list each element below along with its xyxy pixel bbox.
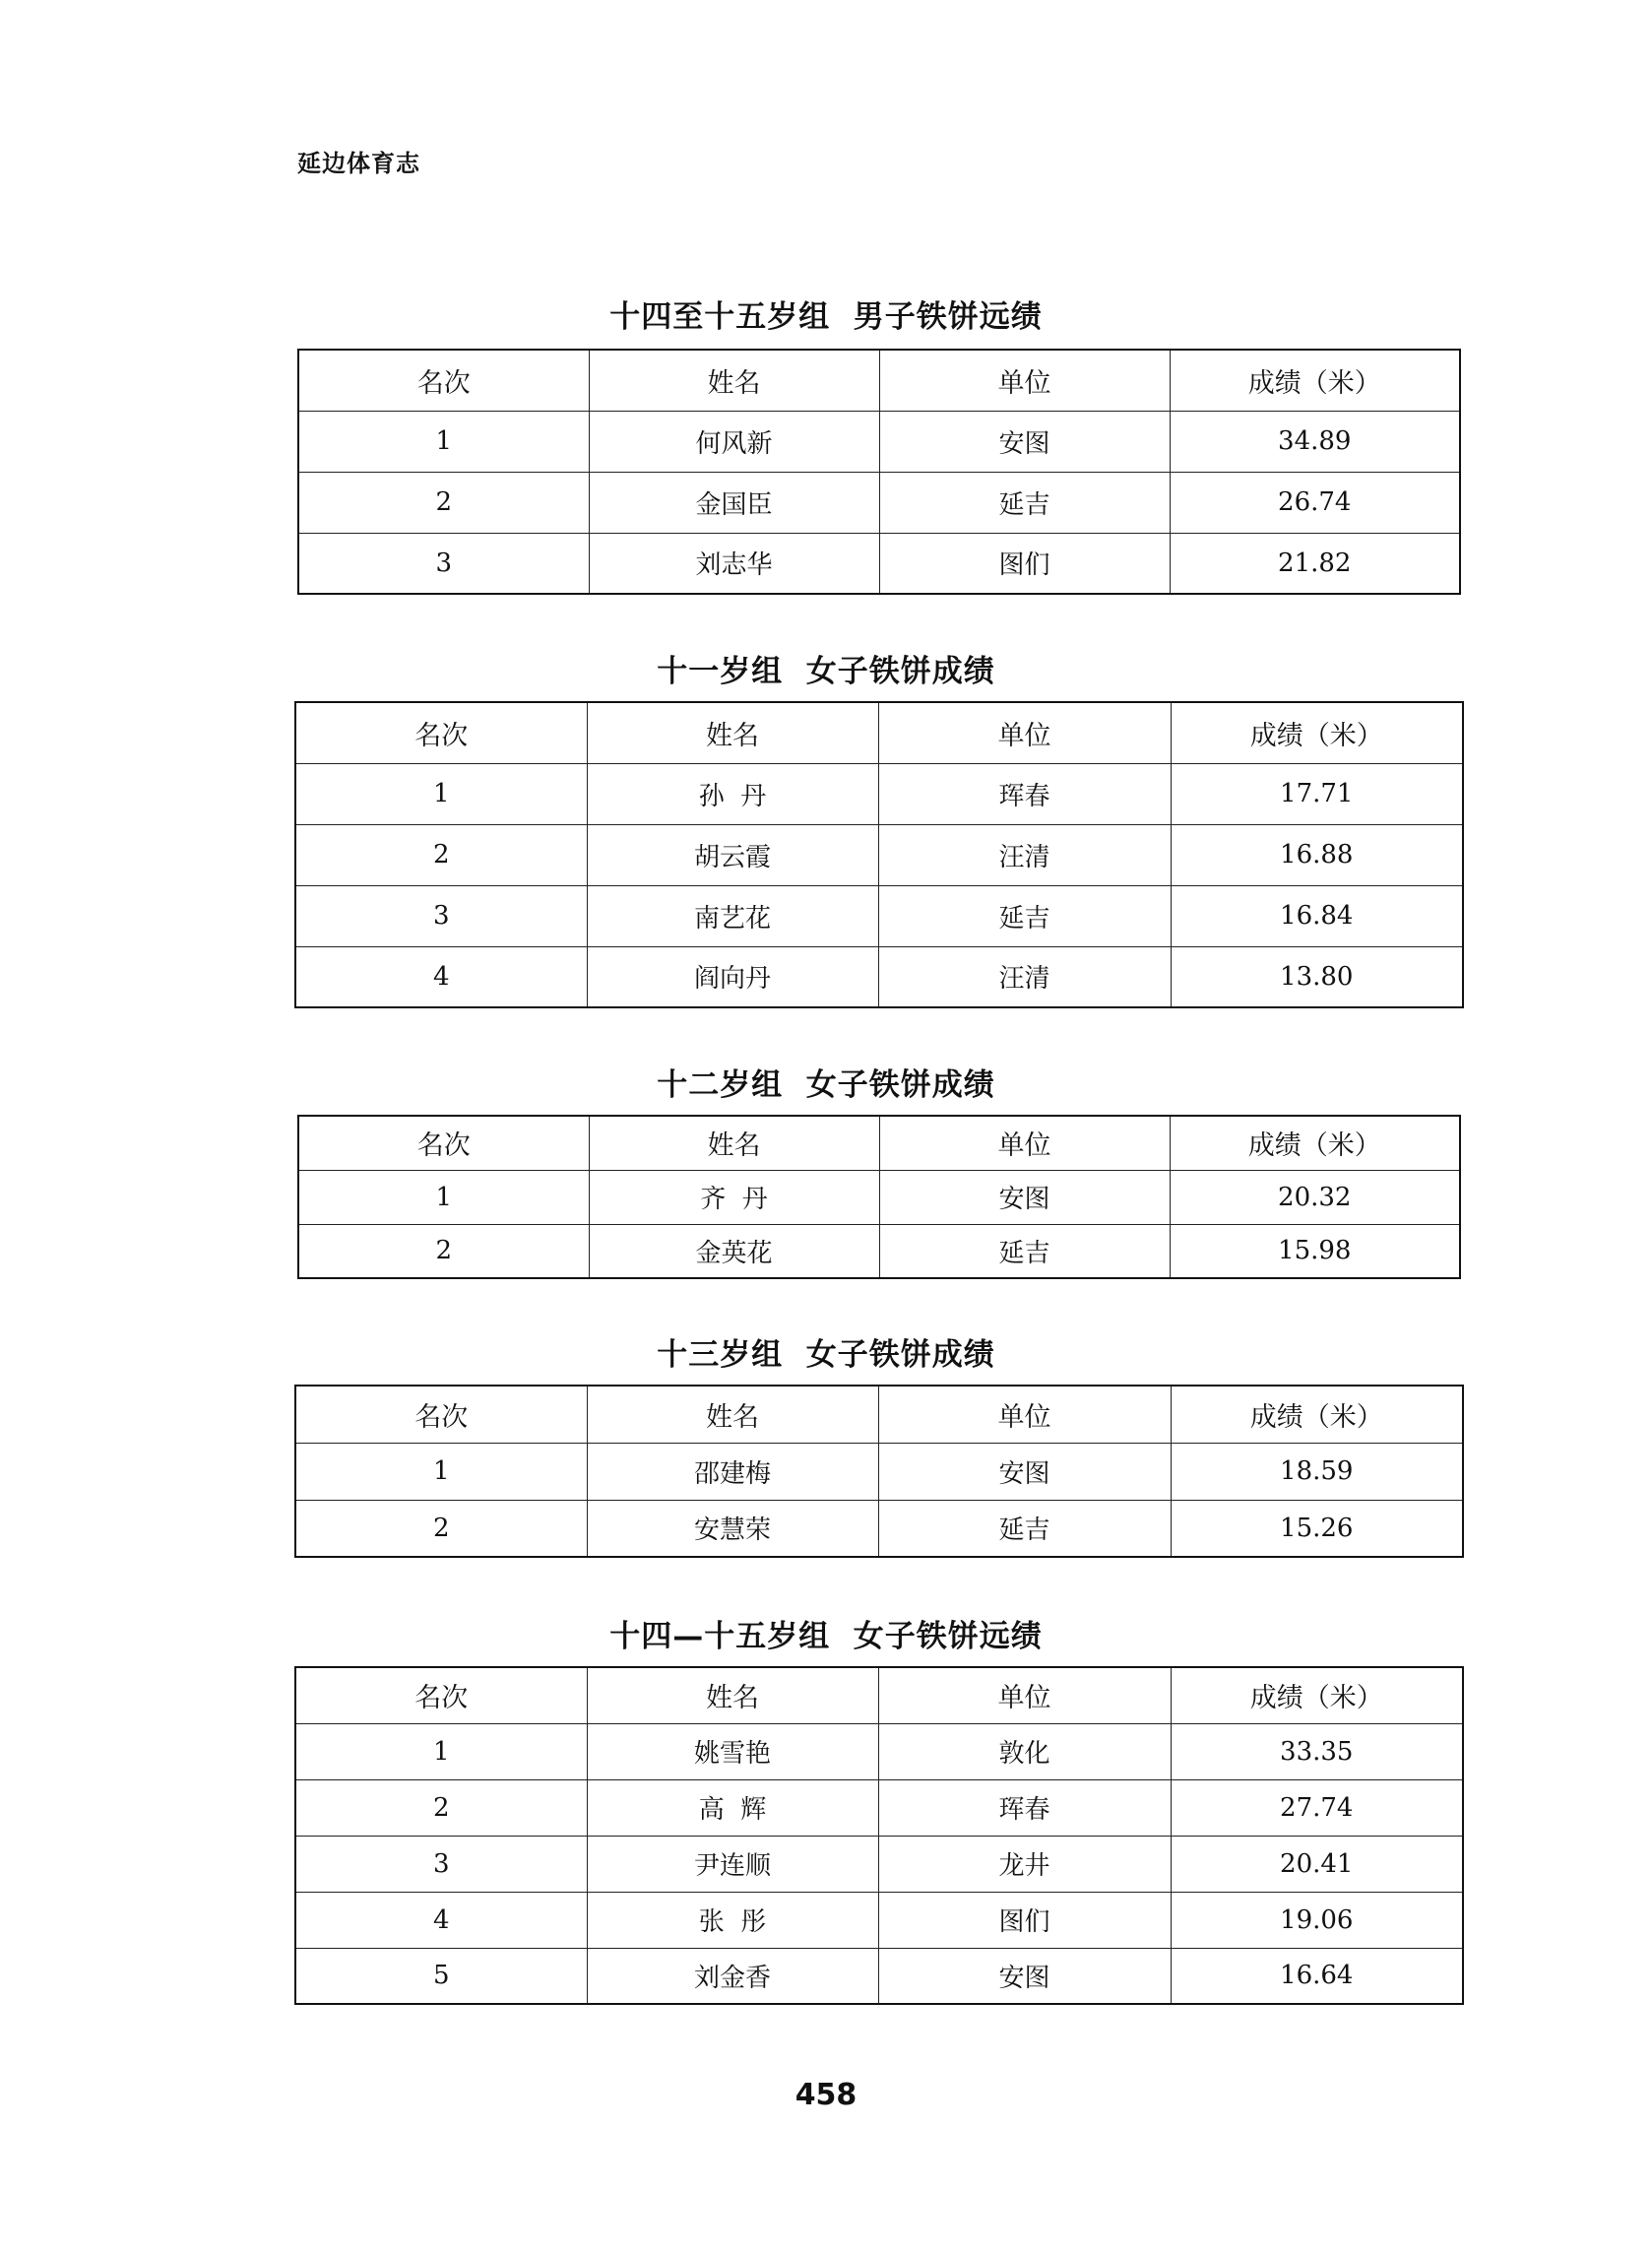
page-number: 458 — [794, 2078, 858, 2112]
unit-cell: 图们 — [878, 1892, 1171, 1948]
table-row — [295, 1443, 1463, 1500]
header-unit: 单位 — [878, 1386, 1171, 1443]
rank-cell: 1 — [295, 763, 587, 824]
results-table — [297, 1115, 1461, 1279]
rank-cell: 4 — [295, 1892, 587, 1948]
header-result: 成绩（米） — [1171, 1386, 1463, 1443]
header-rank: 名次 — [295, 1667, 587, 1723]
unit-cell: 图们 — [879, 533, 1170, 594]
name-cell: 金英花 — [589, 1224, 879, 1278]
result-cell: 16.84 — [1171, 885, 1463, 946]
rank-cell: 3 — [298, 533, 589, 594]
header-name: 姓名 — [589, 350, 879, 411]
unit-cell: 汪清 — [878, 824, 1171, 885]
rank-cell: 3 — [295, 885, 587, 946]
name-cell: 何风新 — [589, 411, 879, 472]
result-cell: 18.59 — [1171, 1443, 1463, 1500]
header-result: 成绩（米） — [1170, 1116, 1460, 1170]
table-row — [298, 472, 1460, 533]
table-row — [298, 533, 1460, 594]
name-cell: 南艺花 — [587, 885, 878, 946]
result-cell: 34.89 — [1170, 411, 1460, 472]
table-row — [298, 411, 1460, 472]
unit-cell: 安图 — [879, 411, 1170, 472]
table-row — [295, 1836, 1463, 1892]
table-header-row — [298, 350, 1460, 411]
rank-cell: 2 — [298, 1224, 589, 1278]
name-cell: 高 辉 — [587, 1779, 878, 1836]
name-cell: 刘志华 — [589, 533, 879, 594]
unit-cell: 延吉 — [879, 472, 1170, 533]
table-header-row — [295, 702, 1463, 763]
unit-cell: 延吉 — [879, 1224, 1170, 1278]
name-cell: 姚雪艳 — [587, 1723, 878, 1779]
unit-cell: 敦化 — [878, 1723, 1171, 1779]
name-cell: 刘金香 — [587, 1948, 878, 2004]
rank-cell: 2 — [295, 824, 587, 885]
name-cell: 尹连顺 — [587, 1836, 878, 1892]
header-unit: 单位 — [879, 350, 1170, 411]
unit-cell: 安图 — [878, 1443, 1171, 1500]
rank-cell: 1 — [298, 411, 589, 472]
header-result: 成绩（米） — [1171, 702, 1463, 763]
table-row — [295, 1892, 1463, 1948]
section-title: 十四—十五岁组 女子铁饼远绩 — [609, 1619, 1043, 1654]
name-cell: 齐 丹 — [589, 1170, 879, 1224]
rank-cell: 1 — [295, 1723, 587, 1779]
header-result: 成绩（米） — [1170, 350, 1460, 411]
unit-cell: 安图 — [878, 1948, 1171, 2004]
result-cell: 27.74 — [1171, 1779, 1463, 1836]
header-result: 成绩（米） — [1171, 1667, 1463, 1723]
name-cell: 阎向丹 — [587, 946, 878, 1007]
unit-cell: 安图 — [879, 1170, 1170, 1224]
table-header-row — [295, 1386, 1463, 1443]
unit-cell: 汪清 — [878, 946, 1171, 1007]
section-title: 十三岁组 女子铁饼成绩 — [657, 1337, 995, 1373]
header-name: 姓名 — [587, 1667, 878, 1723]
section-title: 十一岁组 女子铁饼成绩 — [657, 654, 995, 689]
result-cell: 20.41 — [1171, 1836, 1463, 1892]
table-row — [295, 1948, 1463, 2004]
header-name: 姓名 — [589, 1116, 879, 1170]
result-cell: 17.71 — [1171, 763, 1463, 824]
table-row — [295, 1500, 1463, 1557]
rank-cell: 4 — [295, 946, 587, 1007]
result-cell: 16.64 — [1171, 1948, 1463, 2004]
table-row — [295, 824, 1463, 885]
results-table — [294, 1385, 1464, 1558]
name-cell: 安慧荣 — [587, 1500, 878, 1557]
table-row — [295, 1723, 1463, 1779]
unit-cell: 延吉 — [878, 885, 1171, 946]
header-unit: 单位 — [879, 1116, 1170, 1170]
table-row — [298, 1170, 1460, 1224]
header-unit: 单位 — [878, 1667, 1171, 1723]
table-row — [295, 763, 1463, 824]
result-cell: 33.35 — [1171, 1723, 1463, 1779]
header-name: 姓名 — [587, 1386, 878, 1443]
header-name: 姓名 — [587, 702, 878, 763]
result-cell: 13.80 — [1171, 946, 1463, 1007]
results-table — [297, 349, 1461, 595]
rank-cell: 2 — [295, 1779, 587, 1836]
result-cell: 15.26 — [1171, 1500, 1463, 1557]
result-cell: 15.98 — [1170, 1224, 1460, 1278]
section-title: 十二岁组 女子铁饼成绩 — [657, 1067, 995, 1103]
header-unit: 单位 — [878, 702, 1171, 763]
header-rank: 名次 — [295, 1386, 587, 1443]
name-cell: 孙 丹 — [587, 763, 878, 824]
rank-cell: 1 — [295, 1443, 587, 1500]
rank-cell: 2 — [298, 472, 589, 533]
result-cell: 21.82 — [1170, 533, 1460, 594]
unit-cell: 珲春 — [878, 763, 1171, 824]
result-cell: 19.06 — [1171, 1892, 1463, 1948]
running-head: 延边体育志 — [297, 150, 420, 177]
rank-cell: 2 — [295, 1500, 587, 1557]
unit-cell: 延吉 — [878, 1500, 1171, 1557]
rank-cell: 5 — [295, 1948, 587, 2004]
table-row — [295, 946, 1463, 1007]
table-header-row — [298, 1116, 1460, 1170]
name-cell: 金国臣 — [589, 472, 879, 533]
result-cell: 20.32 — [1170, 1170, 1460, 1224]
table-header-row — [295, 1667, 1463, 1723]
header-rank: 名次 — [295, 702, 587, 763]
unit-cell: 珲春 — [878, 1779, 1171, 1836]
unit-cell: 龙井 — [878, 1836, 1171, 1892]
results-table — [294, 1666, 1464, 2005]
name-cell: 邵建梅 — [587, 1443, 878, 1500]
table-row — [298, 1224, 1460, 1278]
header-rank: 名次 — [298, 1116, 589, 1170]
rank-cell: 1 — [298, 1170, 589, 1224]
name-cell: 胡云霞 — [587, 824, 878, 885]
result-cell: 26.74 — [1170, 472, 1460, 533]
table-row — [295, 1779, 1463, 1836]
header-rank: 名次 — [298, 350, 589, 411]
results-table — [294, 701, 1464, 1008]
table-row — [295, 885, 1463, 946]
rank-cell: 3 — [295, 1836, 587, 1892]
name-cell: 张 彤 — [587, 1892, 878, 1948]
result-cell: 16.88 — [1171, 824, 1463, 885]
section-title: 十四至十五岁组 男子铁饼远绩 — [609, 299, 1043, 335]
